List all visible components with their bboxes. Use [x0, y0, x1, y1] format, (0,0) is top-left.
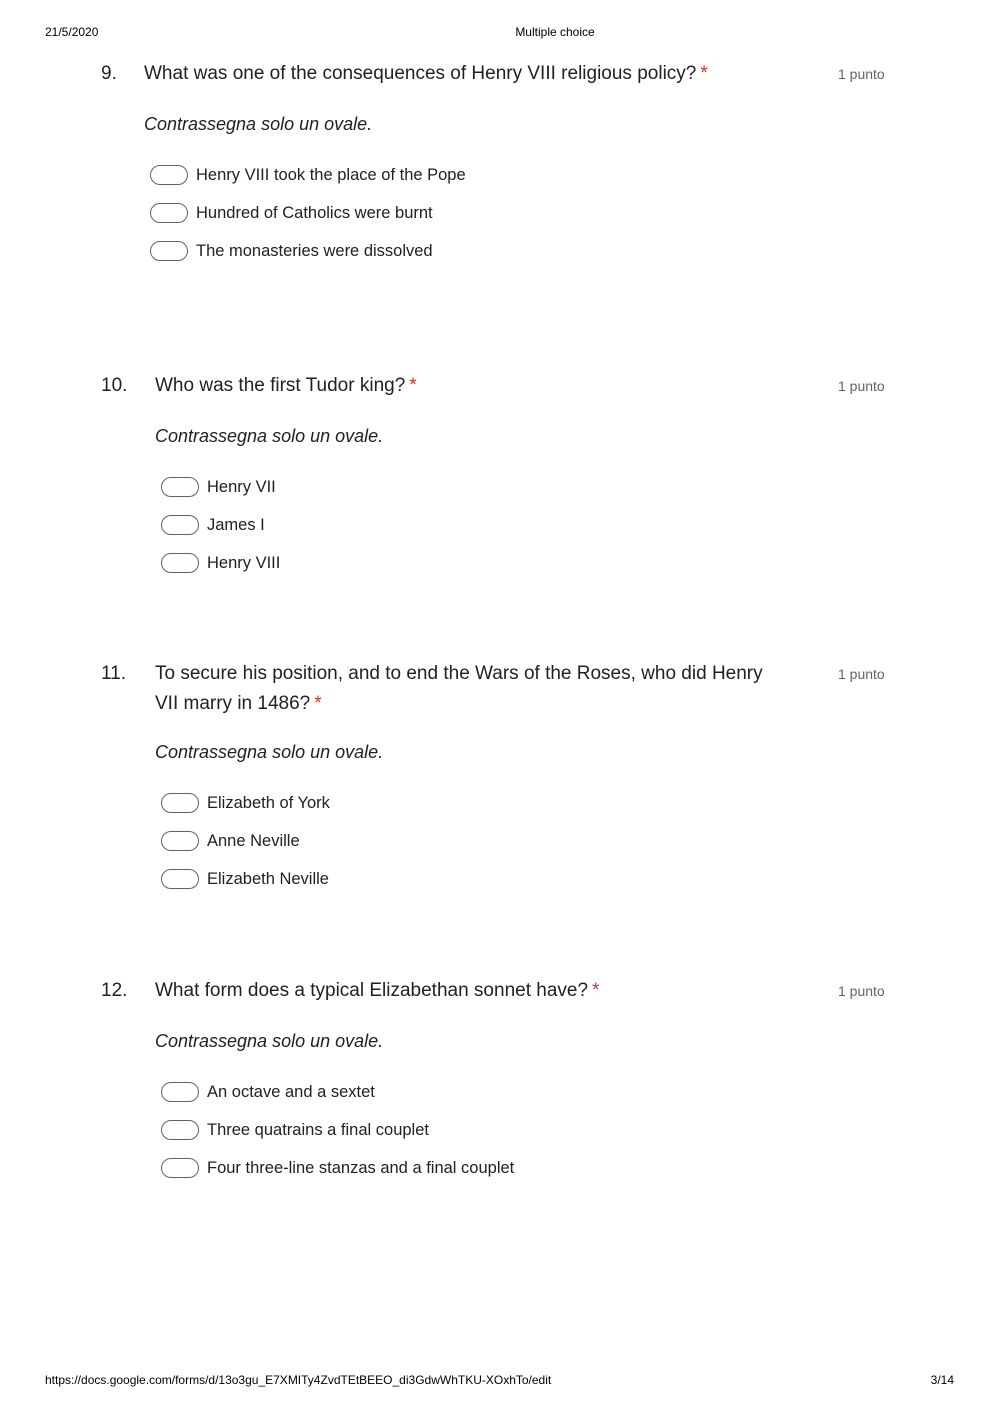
question-instruction: Contrassegna solo un ovale. [144, 114, 373, 134]
radio-oval[interactable] [161, 1158, 199, 1178]
option-label: An octave and a sextet [207, 1083, 375, 1101]
radio-oval[interactable] [161, 477, 199, 497]
option-henry-vii[interactable] [161, 475, 276, 499]
option-elizabeth-neville[interactable] [161, 867, 329, 891]
option-monasteries-dissolved[interactable] [150, 239, 433, 263]
question-instruction: Contrassegna solo un ovale. [155, 1031, 384, 1051]
question-number: 9. [101, 63, 117, 84]
radio-oval[interactable] [161, 553, 199, 573]
question-number: 12. [101, 980, 128, 1001]
required-asterisk: * [409, 375, 417, 396]
question-points: 1 punto [838, 983, 885, 999]
option-catholics-burnt[interactable] [150, 201, 433, 225]
required-asterisk: * [314, 693, 322, 714]
question-number: 11. [101, 663, 127, 684]
option-label: Three quatrains a final couplet [207, 1121, 429, 1139]
option-label: Henry VIII [207, 554, 281, 572]
radio-oval[interactable] [161, 1082, 199, 1102]
option-elizabeth-of-york[interactable] [161, 791, 330, 815]
radio-oval[interactable] [150, 241, 188, 261]
question-points: 1 punto [838, 666, 885, 682]
print-date: 21/5/2020 [45, 25, 99, 39]
question-number: 10. [101, 375, 128, 396]
radio-oval[interactable] [161, 793, 199, 813]
question-text: What was one of the consequences of Henry VIII religious policy? * [144, 63, 708, 84]
option-octave-sextet[interactable] [161, 1080, 375, 1104]
question-points: 1 punto [838, 378, 885, 394]
option-label: Henry VIII took the place of the Pope [196, 166, 466, 184]
radio-oval[interactable] [161, 515, 199, 535]
option-label: Hundred of Catholics were burnt [196, 204, 433, 222]
required-asterisk: * [592, 980, 600, 1001]
required-asterisk: * [700, 63, 708, 84]
radio-oval[interactable] [150, 165, 188, 185]
radio-oval[interactable] [161, 1120, 199, 1140]
option-label: Elizabeth of York [207, 794, 330, 812]
page-number: 3/14 [930, 1373, 954, 1387]
option-label: James I [207, 516, 265, 534]
option-james-i[interactable] [161, 513, 265, 537]
option-four-stanzas[interactable] [161, 1156, 514, 1180]
radio-oval[interactable] [161, 831, 199, 851]
option-henry-viii[interactable] [161, 551, 280, 575]
option-label: The monasteries were dissolved [196, 242, 433, 260]
option-label: Henry VII [207, 478, 276, 496]
radio-oval[interactable] [150, 203, 188, 223]
document-title: Multiple choice [515, 25, 595, 39]
option-label: Anne Neville [207, 832, 300, 850]
question-points: 1 punto [838, 66, 885, 82]
question-instruction: Contrassegna solo un ovale. [155, 742, 384, 762]
option-three-quatrains[interactable] [161, 1118, 429, 1142]
option-anne-neville[interactable] [161, 829, 300, 853]
option-henry-viii-pope[interactable] [150, 163, 466, 187]
question-instruction: Contrassegna solo un ovale. [155, 426, 384, 446]
question-text: What form does a typical Elizabethan sonnet have? * [155, 980, 600, 1001]
option-label: Four three-line stanzas and a final couplet [207, 1159, 515, 1177]
option-label: Elizabeth Neville [207, 870, 329, 888]
radio-oval[interactable] [161, 869, 199, 889]
question-text: Who was the first Tudor king? * [155, 375, 417, 396]
question-text: To secure his position, and to end the Wars of the Roses, who did Henry VII marry in 1486? * [155, 663, 763, 714]
page-url: https://docs.google.com/forms/d/13o3gu_E7XMITy4ZvdTEtBEEO_di3GdwWhTKU-XOxhTo/edit [45, 1373, 552, 1387]
